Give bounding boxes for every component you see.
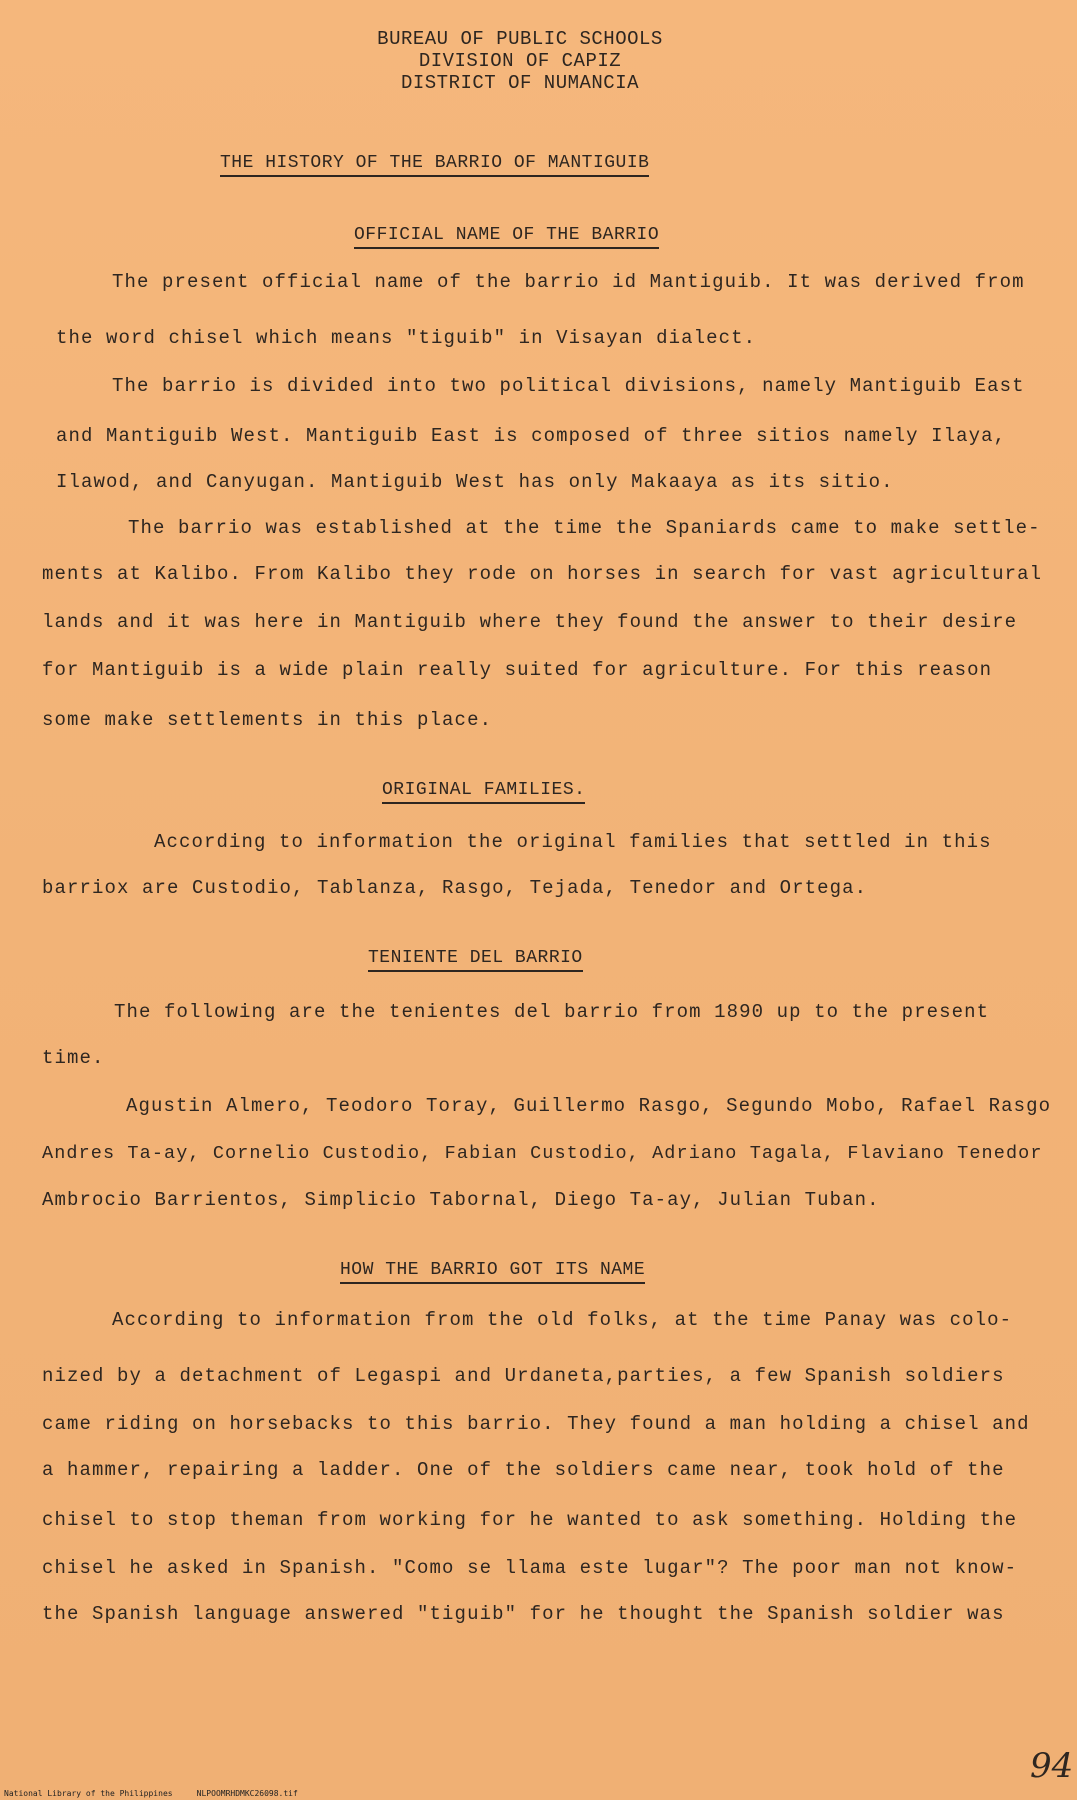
how-named-line: According to information from the old folks, at the time Panay was colo- xyxy=(112,1309,1013,1331)
header-division: DIVISION OF CAPIZ xyxy=(418,50,622,72)
official-name-line: The present official name of the barrio id Mantiguib. It was derived from xyxy=(112,271,1025,293)
teniente-heading: TENIENTE DEL BARRIO xyxy=(368,948,583,972)
original-families-line: barriox are Custodio, Tablanza, Rasgo, Tejada, Tenedor and Ortega. xyxy=(42,877,868,899)
how-named-line: the Spanish language answered "tiguib" for he thought the Spanish soldier was xyxy=(42,1603,1005,1625)
original-families-line: According to information the original families that settled in this xyxy=(154,831,992,853)
tenientes-list-line: Agustin Almero, Teodoro Toray, Guillermo Rasgo, Segundo Mobo, Rafael Rasgo xyxy=(126,1095,1052,1117)
official-name-line: ments at Kalibo. From Kalibo they rode on horses in search for vast agricultural xyxy=(42,563,1043,585)
official-name-line: Ilawod, and Canyugan. Mantiguib West has only Makaaya as its sitio. xyxy=(56,471,894,493)
document-header xyxy=(0,28,1040,94)
file-name: NLPOOMRHDMKC26098.tif xyxy=(196,1789,298,1798)
archive-footer xyxy=(4,1789,298,1798)
how-named-line: chisel he asked in Spanish. "Como se llama este lugar"? The poor man not know- xyxy=(42,1557,1018,1579)
how-named-line: a hammer, repairing a ladder. One of the soldiers came near, took hold of the xyxy=(42,1459,1005,1481)
how-named-line: came riding on horsebacks to this barrio. They found a man holding a chisel and xyxy=(42,1413,1030,1435)
original-families-heading: ORIGINAL FAMILIES. xyxy=(382,780,585,804)
official-name-line: and Mantiguib West. Mantiguib East is composed of three sitios namely Ilaya, xyxy=(56,425,1007,447)
archive-label: National Library of the Philippines xyxy=(4,1789,173,1798)
official-name-line: The barrio was established at the time the Spaniards came to make settle- xyxy=(128,517,1041,539)
official-name-line: for Mantiguib is a wide plain really suited for agriculture. For this reason xyxy=(42,659,993,681)
official-name-line: some make settlements in this place. xyxy=(42,709,493,731)
tenientes-list-line: Andres Ta-ay, Cornelio Custodio, Fabian Custodio, Adriano Tagala, Flaviano Tenedor xyxy=(42,1143,1043,1164)
official-name-heading: OFFICIAL NAME OF THE BARRIO xyxy=(354,225,659,249)
teniente-line: The following are the tenientes del barrio from 1890 up to the present xyxy=(114,1001,990,1023)
teniente-line: time. xyxy=(42,1047,105,1069)
official-name-line: The barrio is divided into two political divisions, namely Mantiguib East xyxy=(112,375,1025,397)
header-bureau: BUREAU OF PUBLIC SCHOOLS xyxy=(377,28,663,50)
official-name-line: the word chisel which means "tiguib" in Visayan dialect. xyxy=(56,327,757,349)
official-name-line: lands and it was here in Mantiguib where they found the answer to their desire xyxy=(42,611,1018,633)
how-named-line: nized by a detachment of Legaspi and Urdaneta,parties, a few Spanish soldiers xyxy=(42,1365,1005,1387)
how-named-line: chisel to stop theman from working for he wanted to ask something. Holding the xyxy=(42,1509,1018,1531)
tenientes-list-line: Ambrocio Barrientos, Simplicio Tabornal, Diego Ta-ay, Julian Tuban. xyxy=(42,1189,880,1211)
header-district: DISTRICT OF NUMANCIA xyxy=(400,72,640,94)
document-title: THE HISTORY OF THE BARRIO OF MANTIGUIB xyxy=(220,153,649,177)
how-named-heading: HOW THE BARRIO GOT ITS NAME xyxy=(340,1260,645,1284)
handwritten-page-number: 94 xyxy=(1030,1746,1074,1786)
